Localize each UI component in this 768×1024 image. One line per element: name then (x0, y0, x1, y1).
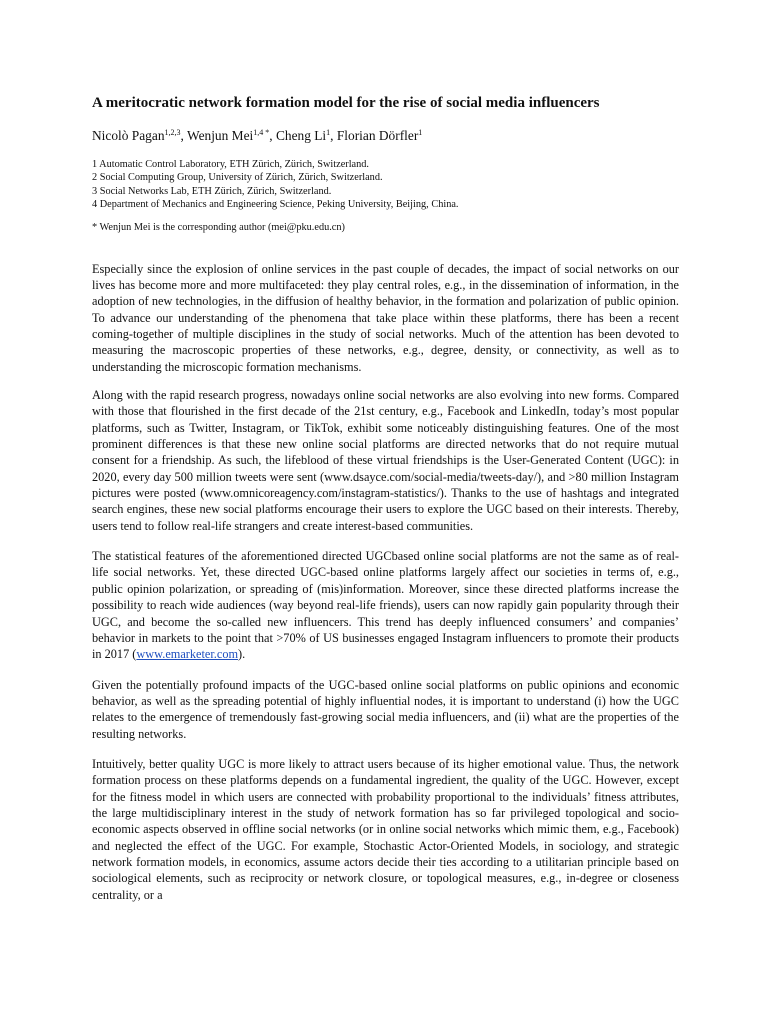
affiliation: 3 Social Networks Lab, ETH Zürich, Zürich, Switzerland. (92, 185, 332, 197)
paper-title: A meritocratic network formation model for the rise of social media influencers (92, 95, 600, 111)
paragraph: The statistical features of the aforementioned directed UGCbased online social platforms are not the same as of real-life social networks. Yet, these directed UGC-based online platforms largely affect our societies in terms of, e.g., public opinion polarization, or spreading of (mis)information. Moreover, since these directed platforms increase the possibility to reach wide audiences (way beyond real-life friends), users can now rapidly gain popularity through their UGC, and become the so-called new influencers. This trend has deeply influenced consumers’ and companies’ behavior in markets to the point that >70% of US businesses engaged Instagram influencers to promote their products in 2017 (www.emarketer.com). (92, 549, 679, 662)
affiliation-list (92, 158, 679, 212)
affiliation: 1 Automatic Control Laboratory, ETH Zürich, Zürich, Switzerland. (92, 159, 369, 170)
affiliation: 4 Department of Mechanics and Engineering Science, Peking University, Beijing, China. (92, 199, 459, 211)
paper-body (92, 261, 679, 903)
paragraph: Especially since the explosion of online services in the past couple of decades, the impact of social networks on our lives has become more and more multifaceted: they play central roles, e.g., in the dissemination of information, in the adoption of new technologies, in the diffusion of healthy behavior, in the formation and polarization of public opinion. To advance our understanding of the phenomena that take place within these platforms, there has been a recent coming-together of multiple disciplines in the study of social networks. Much of the attention has been devoted to measuring the macroscopic properties of these networks, e.g., degree, density, or connectivity, as well as to understanding the microscopic formation mechanisms. (92, 261, 679, 374)
emarketer-link[interactable]: www.emarketer.com (136, 647, 239, 662)
affiliation: 2 Social Computing Group, University of Zürich, Zürich, Switzerland. (92, 172, 383, 184)
author-list (92, 128, 679, 144)
paragraph: Given the potentially profound impacts of the UGC-based online social platforms on public opinions and economic behavior, as well as the spreading potential of highly influential nodes, it is important to understand (i) how the UGC relates to the emergence of tremendously fast-growing social media influencers, and (ii) what are the properties of the resulting networks. (92, 677, 679, 741)
author: Nicolò Pagan$^{1,2,3}$, (92, 128, 187, 143)
paragraph: Along with the rapid research progress, nowadays online social networks are also evolving into new forms. Compared with those that flourished in the first decade of the 21st century, e.g., Facebook and LinkedIn, today’s most popular platforms, such as Twitter, Instagram, or TikTok, exhibit some noticeably distinguishing features. One of the most prominent differences is that these new online social platforms are directed networks that do not require mutual consent for a friendship. As such, the lifeblood of these virtual friendships is the User-Generated Content (UGC): in 2020, every day 500 million tweets were sent (www.dsayce.com/social-media/tweets-day/), and >80 million Instagram pictures were posted (www.omnicoreagency.com/instagram-statistics/). Thanks to the use of hashtags and integrated search engines, these new social platforms encourage their users to explore the UGC based on their interests. Thereby, users tend to follow real-life strangers and create interest-based communities. (92, 388, 679, 533)
author: Florian Dörfler$^1$ (336, 128, 423, 143)
paragraph: Intuitively, better quality UGC is more likely to attract users because of its higher emotional value. Thus, the network formation process on these platforms depends on a fundamental ingredient, the quality of the UGC. However, except for the fitness model in which users are connected with probability proportional to the individuals’ fitness attributes, the large multidisciplinary interest in the study of network formation has so far privileged topological and socio-economic aspects observed in offline social networks (or in online social networks which mimic them, e.g., Facebook) and neglected the effect of the UGC. For example, Stochastic Actor-Oriented Models, in sociology, and strategic network formation models, in economics, assume actors decide their ties according to a utilitarian principle based on sociological elements, such as reciprocity or network closure, or topological measures, e.g., in-degree or closeness centrality, or a (92, 756, 679, 902)
paper-page (92, 95, 679, 917)
author: Cheng Li$^1$, (275, 128, 337, 143)
corresponding-author-note: * Wenjun Mei is the corresponding author (mei@pku.edu.cn) (92, 221, 345, 233)
author: Wenjun Mei$^{1,4 *}$, (187, 128, 276, 143)
